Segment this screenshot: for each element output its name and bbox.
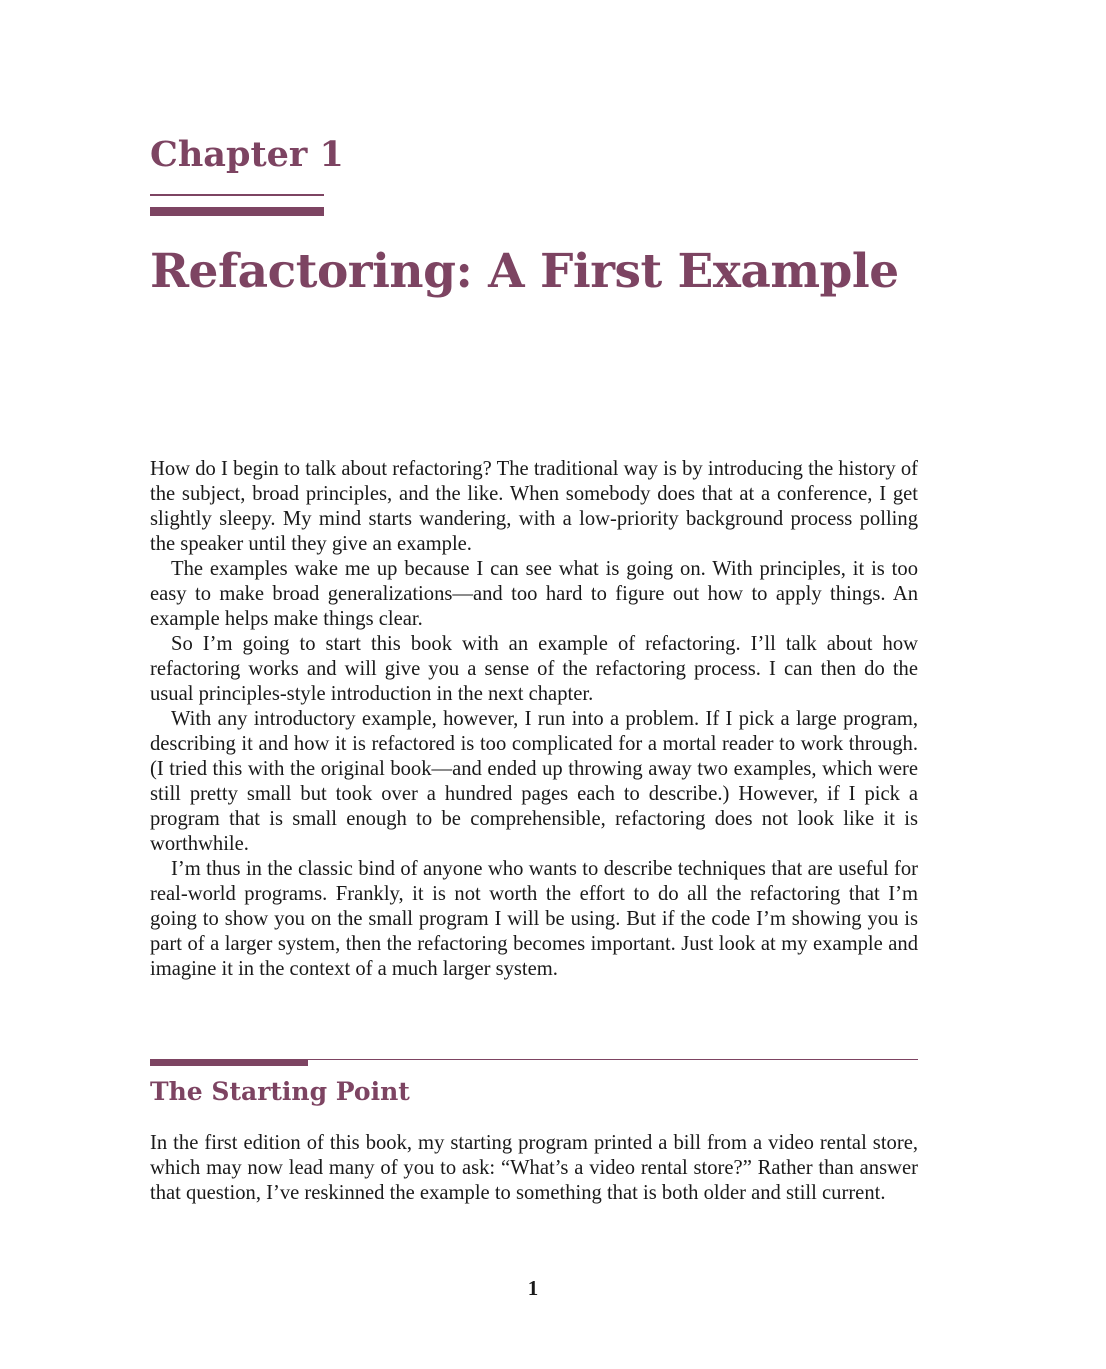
page-number: 1 xyxy=(527,1276,539,1300)
intro-text xyxy=(150,457,918,982)
paragraph: So I’m going to start this book with an example of refactoring. I’ll talk about how refactoring works and will give you a sense of the refactoring process. I can then do the usual principles-style introduction in the next chapter. xyxy=(150,633,918,705)
chapter-title: Refactoring: A First Example xyxy=(150,244,899,299)
paragraph: I’m thus in the classic bind of anyone who wants to describe techniques that are useful for real-world programs. Frankly, it is not worth the effort to do all the refactoring that I’m going to show you on the small program I will be using. But if the code I’m showing you is part of a larger system, then the refactoring becomes important. Just look at my example and imagine it in the context of a much larger system. xyxy=(150,858,918,980)
chapter-label: Chapter 1 xyxy=(150,134,344,175)
chapter-rule-thick xyxy=(150,207,324,216)
section-text xyxy=(150,1131,918,1206)
paragraph: The examples wake me up because I can see what is going on. With principles, it is too easy to make broad generalizations—and too hard to figure out how to apply things. An example helps make things clear. xyxy=(150,558,918,630)
paragraph: How do I begin to talk about refactoring? The traditional way is by introducing the history of the subject, broad principles, and the like. When somebody does that at a conference, I get slightly sleepy. My mind starts wandering, with a low-priority background process polling the speaker until they give an example. xyxy=(150,458,918,555)
section-rule-thick xyxy=(150,1060,308,1066)
paragraph: With any introductory example, however, I run into a problem. If I pick a large program, describing it and how it is refactored is too complicated for a mortal reader to work through. (I tried this with the original book—and ended up throwing away two examples, which were still pretty small but took over a hundred pages each to describe.) However, if I pick a program that is small enough to be comprehensible, refactoring does not look like it is worthwhile. xyxy=(150,708,918,855)
chapter-rule-thin xyxy=(150,194,324,196)
paragraph: In the first edition of this book, my starting program printed a bill from a video rental store, which may now lead many of you to ask: “What’s a video rental store?” Rather than answer that question, I’ve reskinned the example to something that is both older and still current. xyxy=(150,1132,918,1204)
section-title: The Starting Point xyxy=(150,1077,410,1106)
